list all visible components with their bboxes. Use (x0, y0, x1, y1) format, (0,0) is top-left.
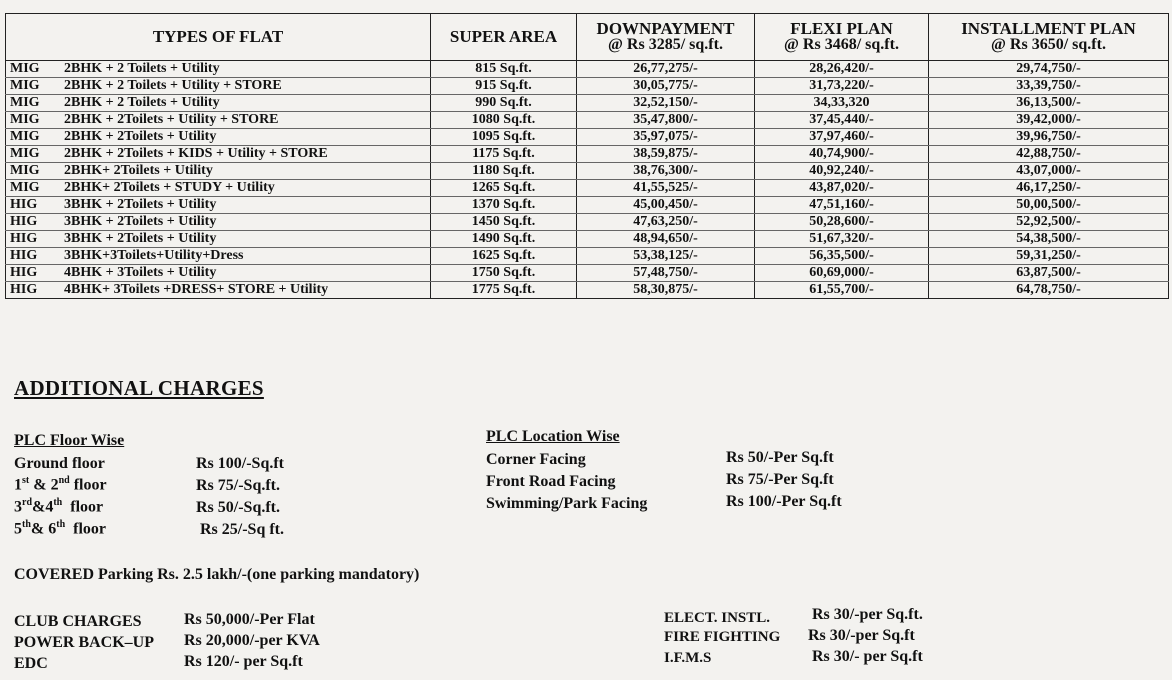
ifms-value: Rs 30/- per Sq.ft (812, 648, 923, 665)
table-header-row (6, 14, 1169, 61)
additional-charges-title: ADDITIONAL CHARGES (14, 376, 264, 400)
flat-type: 2BHK + 2Toilets + Utility + STORE (64, 112, 279, 127)
table-row (6, 112, 1169, 129)
elect-instl-label: ELECT. INSTL. (664, 610, 771, 626)
fire-fighting-label: FIRE FIGHTING (664, 629, 781, 645)
flat-category: HIG (10, 214, 38, 229)
flexi-plan-cell: 56,35,500/- (755, 248, 929, 265)
super-area-cell: 1750 Sq.ft. (431, 265, 577, 282)
flat-type: 2BHK + 2 Toilets + Utility (64, 95, 220, 110)
table-row (6, 180, 1169, 197)
flat-type: 2BHK+ 2Toilets + STUDY + Utility (64, 180, 275, 195)
flexi-plan-cell: 31,73,220/- (755, 78, 929, 95)
ifms-label: I.F.M.S (664, 650, 712, 666)
plc-floor-label-1-2: 1st & 2nd floor (14, 475, 107, 494)
table-row (6, 146, 1169, 163)
plc-floor-value-1-2: Rs 75/-Sq.ft. (196, 477, 281, 494)
plc-floor-label-3-4: 3rd&4th floor (14, 497, 104, 516)
flat-category: MIG (10, 112, 40, 127)
plc-location-label-front-road: Front Road Facing (486, 473, 616, 490)
downpayment-cell: 26,77,275/- (577, 61, 755, 78)
table-row (6, 265, 1169, 282)
downpayment-cell: 38,59,875/- (577, 146, 755, 163)
flexi-plan-cell: 37,45,440/- (755, 112, 929, 129)
installment-plan-cell: 42,88,750/- (929, 146, 1169, 163)
super-area-cell: 1180 Sq.ft. (431, 163, 577, 180)
flat-type-cell (6, 61, 431, 78)
flat-category: MIG (10, 146, 40, 161)
edc-label: EDC (14, 655, 48, 672)
installment-plan-cell: 63,87,500/- (929, 265, 1169, 282)
header-super-area: SUPER AREA (431, 14, 577, 61)
table-row (6, 282, 1169, 299)
flat-type-cell (6, 265, 431, 282)
flat-type-cell (6, 163, 431, 180)
flexi-plan-cell: 43,87,020/- (755, 180, 929, 197)
installment-plan-cell: 43,07,000/- (929, 163, 1169, 180)
super-area-cell: 990 Sq.ft. (431, 95, 577, 112)
flat-category: MIG (10, 78, 40, 93)
super-area-cell: 1265 Sq.ft. (431, 180, 577, 197)
header-downpayment: DOWNPAYMENT @ Rs 3285/ sq.ft. (577, 14, 755, 61)
plc-floor-heading: PLC Floor Wise (14, 432, 125, 449)
flexi-plan-cell: 61,55,700/- (755, 282, 929, 299)
downpayment-cell: 45,00,450/- (577, 197, 755, 214)
super-area-cell: 915 Sq.ft. (431, 78, 577, 95)
fire-fighting-value: Rs 30/-per Sq.ft (808, 627, 915, 644)
downpayment-cell: 58,30,875/- (577, 282, 755, 299)
table-row (6, 248, 1169, 265)
flexi-plan-cell: 60,69,000/- (755, 265, 929, 282)
flat-type-cell (6, 112, 431, 129)
flat-type: 2BHK + 2 Toilets + Utility + STORE (64, 78, 282, 93)
flat-type-cell (6, 231, 431, 248)
plc-location-heading: PLC Location Wise (486, 428, 620, 445)
elect-instl-value: Rs 30/-per Sq.ft. (812, 606, 923, 623)
plc-floor-value-ground: Rs 100/-Sq.ft (196, 455, 285, 472)
flat-category: HIG (10, 231, 38, 246)
flat-category: MIG (10, 163, 40, 178)
edc-value: Rs 120/- per Sq.ft (184, 653, 303, 670)
flat-type-cell (6, 282, 431, 299)
downpayment-cell: 48,94,650/- (577, 231, 755, 248)
flat-category: HIG (10, 248, 38, 263)
downpayment-cell: 38,76,300/- (577, 163, 755, 180)
downpayment-cell: 32,52,150/- (577, 95, 755, 112)
header-flexi-plan: FLEXI PLAN @ Rs 3468/ sq.ft. (755, 14, 929, 61)
downpayment-cell: 35,97,075/- (577, 129, 755, 146)
plc-location-label-swimming: Swimming/Park Facing (486, 495, 648, 512)
flexi-plan-cell: 47,51,160/- (755, 197, 929, 214)
plc-location-label-corner: Corner Facing (486, 451, 586, 468)
flexi-plan-cell: 40,74,900/- (755, 146, 929, 163)
flat-type: 2BHK + 2Toilets + Utility (64, 129, 217, 144)
flat-type: 2BHK + 2Toilets + KIDS + Utility + STORE (64, 146, 328, 161)
table-row (6, 78, 1169, 95)
plc-floor-value-3-4: Rs 50/-Sq.ft. (196, 499, 281, 516)
installment-plan-cell: 64,78,750/- (929, 282, 1169, 299)
flat-type: 2BHK+ 2Toilets + Utility (64, 163, 213, 178)
flat-type: 3BHK+3Toilets+Utility+Dress (64, 248, 244, 263)
plc-floor-label-5-6: 5th& 6th floor (14, 519, 107, 538)
super-area-cell: 1625 Sq.ft. (431, 248, 577, 265)
installment-plan-cell: 33,39,750/- (929, 78, 1169, 95)
super-area-cell: 815 Sq.ft. (431, 61, 577, 78)
flexi-plan-cell: 28,26,420/- (755, 61, 929, 78)
downpayment-cell: 47,63,250/- (577, 214, 755, 231)
installment-plan-cell: 36,13,500/- (929, 95, 1169, 112)
installment-plan-cell: 52,92,500/- (929, 214, 1169, 231)
power-backup-value: Rs 20,000/-per KVA (184, 632, 320, 649)
flat-type: 2BHK + 2 Toilets + Utility (64, 61, 220, 76)
flat-category: MIG (10, 180, 40, 195)
header-installment-plan: INSTALLMENT PLAN @ Rs 3650/ sq.ft. (929, 14, 1169, 61)
flat-type: 4BHK+ 3Toilets +DRESS+ STORE + Utility (64, 282, 329, 297)
flexi-plan-cell: 50,28,600/- (755, 214, 929, 231)
flat-type-cell (6, 180, 431, 197)
installment-plan-cell: 39,42,000/- (929, 112, 1169, 129)
power-backup-label: POWER BACK–UP (14, 634, 154, 651)
super-area-cell: 1080 Sq.ft. (431, 112, 577, 129)
table-row (6, 231, 1169, 248)
flat-category: HIG (10, 265, 38, 280)
plc-floor-value-5-6: Rs 25/-Sq ft. (200, 521, 285, 538)
downpayment-cell: 35,47,800/- (577, 112, 755, 129)
downpayment-cell: 41,55,525/- (577, 180, 755, 197)
super-area-cell: 1175 Sq.ft. (431, 146, 577, 163)
flat-type-cell (6, 78, 431, 95)
flat-type-cell (6, 146, 431, 163)
downpayment-cell: 57,48,750/- (577, 265, 755, 282)
installment-plan-cell: 59,31,250/- (929, 248, 1169, 265)
installment-plan-cell: 50,00,500/- (929, 197, 1169, 214)
flat-category: MIG (10, 95, 40, 110)
flat-type-cell (6, 248, 431, 265)
table-row (6, 163, 1169, 180)
flat-type-cell (6, 214, 431, 231)
super-area-cell: 1490 Sq.ft. (431, 231, 577, 248)
flat-type: 3BHK + 2Toilets + Utility (64, 197, 217, 212)
installment-plan-cell: 54,38,500/- (929, 231, 1169, 248)
table-row (6, 214, 1169, 231)
table-row (6, 61, 1169, 78)
flexi-plan-cell: 51,67,320/- (755, 231, 929, 248)
flat-category: HIG (10, 282, 38, 297)
installment-plan-cell: 29,74,750/- (929, 61, 1169, 78)
downpayment-cell: 30,05,775/- (577, 78, 755, 95)
super-area-cell: 1370 Sq.ft. (431, 197, 577, 214)
flat-category: MIG (10, 129, 40, 144)
super-area-cell: 1095 Sq.ft. (431, 129, 577, 146)
flat-category: MIG (10, 61, 40, 76)
flat-category: HIG (10, 197, 38, 212)
table-row (6, 129, 1169, 146)
table-row (6, 197, 1169, 214)
plc-location-value-swimming: Rs 100/-Per Sq.ft (726, 493, 842, 510)
club-charges-value: Rs 50,000/-Per Flat (184, 611, 315, 628)
flat-type: 3BHK + 2Toilets + Utility (64, 231, 217, 246)
flat-type-cell (6, 129, 431, 146)
table-row (6, 95, 1169, 112)
flexi-plan-cell: 40,92,240/- (755, 163, 929, 180)
parking-note: COVERED Parking Rs. 2.5 lakh/-(one parking mandatory) (14, 566, 420, 583)
flat-type: 4BHK + 3Toilets + Utility (64, 265, 217, 280)
plc-location-value-front-road: Rs 75/-Per Sq.ft (726, 471, 834, 488)
super-area-cell: 1450 Sq.ft. (431, 214, 577, 231)
price-table (5, 13, 1169, 299)
super-area-cell: 1775 Sq.ft. (431, 282, 577, 299)
flat-type-cell (6, 197, 431, 214)
installment-plan-cell: 39,96,750/- (929, 129, 1169, 146)
plc-location-value-corner: Rs 50/-Per Sq.ft (726, 449, 834, 466)
flat-type: 3BHK + 2Toilets + Utility (64, 214, 217, 229)
header-types-of-flat: TYPES OF FLAT (6, 14, 431, 61)
downpayment-cell: 53,38,125/- (577, 248, 755, 265)
flexi-plan-cell: 34,33,320 (755, 95, 929, 112)
plc-floor-label-ground: Ground floor (14, 455, 105, 472)
club-charges-label: CLUB CHARGES (14, 613, 142, 630)
flexi-plan-cell: 37,97,460/- (755, 129, 929, 146)
installment-plan-cell: 46,17,250/- (929, 180, 1169, 197)
flat-type-cell (6, 95, 431, 112)
